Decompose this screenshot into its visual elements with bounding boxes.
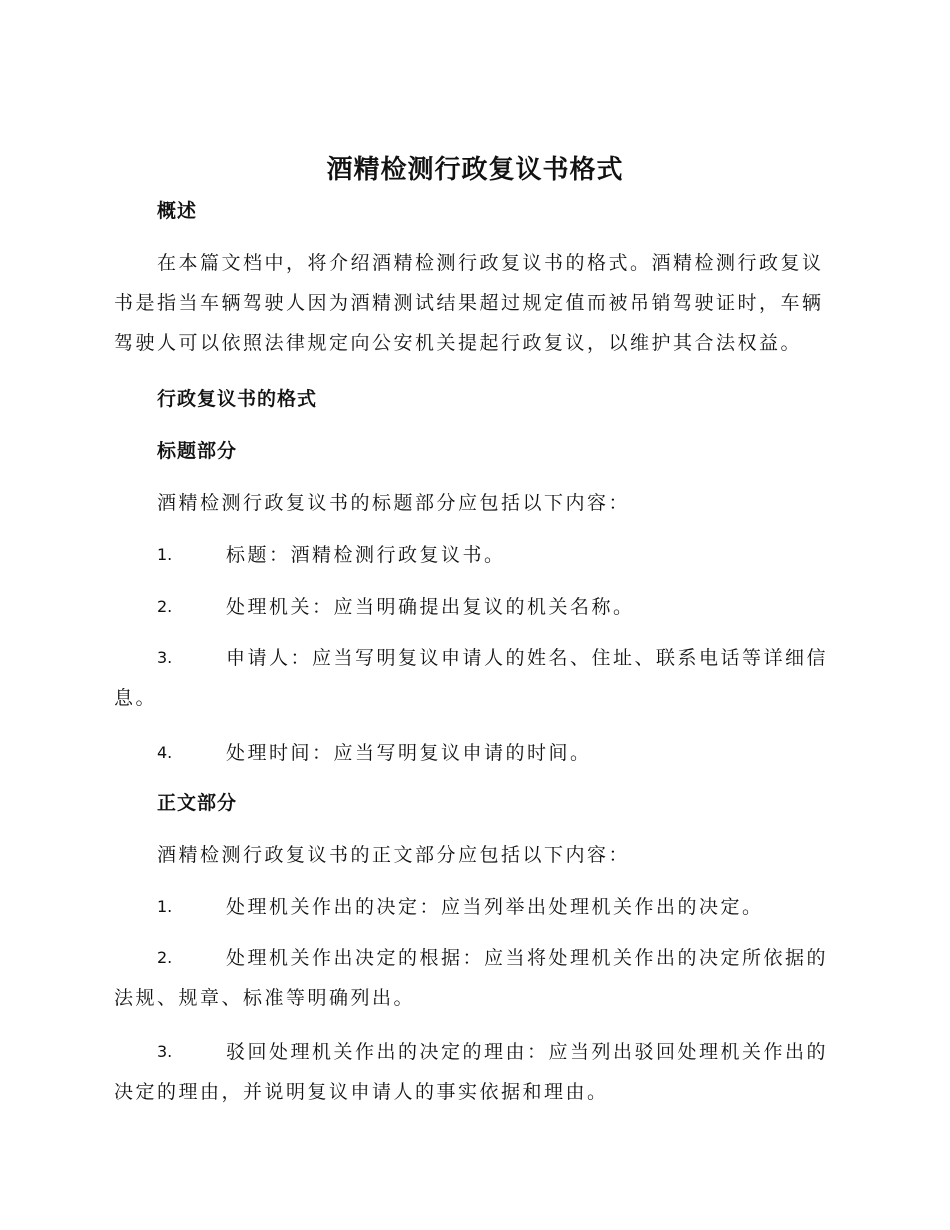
list-item-number: 2. [157, 597, 173, 616]
list-item-text: 驳回处理机关作出的决定的理由：应当列出驳回处理机关作出的决定的理由，并说明复议申请人的事实依据和理由。 [114, 1041, 829, 1103]
list-item-number: 1. [157, 545, 173, 564]
body-section-intro: 酒精检测行政复议书的正文部分应包括以下内容： [157, 844, 631, 866]
overview-heading: 概述 [157, 200, 198, 222]
list-item [114, 887, 836, 927]
overview-paragraph: 在本篇文档中，将介绍酒精检测行政复议书的格式。酒精检测行政复议书是指当车辆驾驶人因为酒精测试结果超过规定值而被吊销驾驶证时，车辆驾驶人可以依照法律规定向公安机关提起行政复议，以维护其合法权益。 [114, 252, 824, 354]
list-item-number: 2. [157, 948, 173, 967]
list-item-text: 申请人：应当写明复议申请人的姓名、住址、联系电话等详细信息。 [114, 647, 829, 709]
list-item-number: 3. [157, 648, 173, 667]
list-item-text: 处理机关作出决定的根据：应当将处理机关作出的决定所依据的法规、规章、标准等明确列出。 [114, 947, 829, 1009]
format-heading: 行政复议书的格式 [157, 388, 318, 410]
list-item-number: 1. [157, 897, 173, 916]
list-item [114, 733, 836, 773]
list-item [114, 938, 836, 1018]
list-item-number: 3. [157, 1042, 173, 1061]
list-item [114, 1032, 836, 1112]
list-item-text: 标题：酒精检测行政复议书。 [226, 544, 506, 566]
list-item [114, 638, 836, 718]
list-item [114, 535, 836, 575]
list-item-text: 处理机关作出的决定：应当列举出处理机关作出的决定。 [226, 896, 764, 918]
list-item-number: 4. [157, 743, 173, 762]
body-section-heading: 正文部分 [157, 792, 238, 814]
list-item-text: 处理机关：应当明确提出复议的机关名称。 [226, 596, 635, 618]
title-section-intro: 酒精检测行政复议书的标题部分应包括以下内容： [157, 492, 631, 514]
list-item-text: 处理时间：应当写明复议申请的时间。 [226, 742, 592, 764]
list-item [114, 587, 836, 627]
title-section-heading: 标题部分 [157, 440, 238, 462]
page-title: 酒精检测行政复议书格式 [326, 155, 624, 185]
